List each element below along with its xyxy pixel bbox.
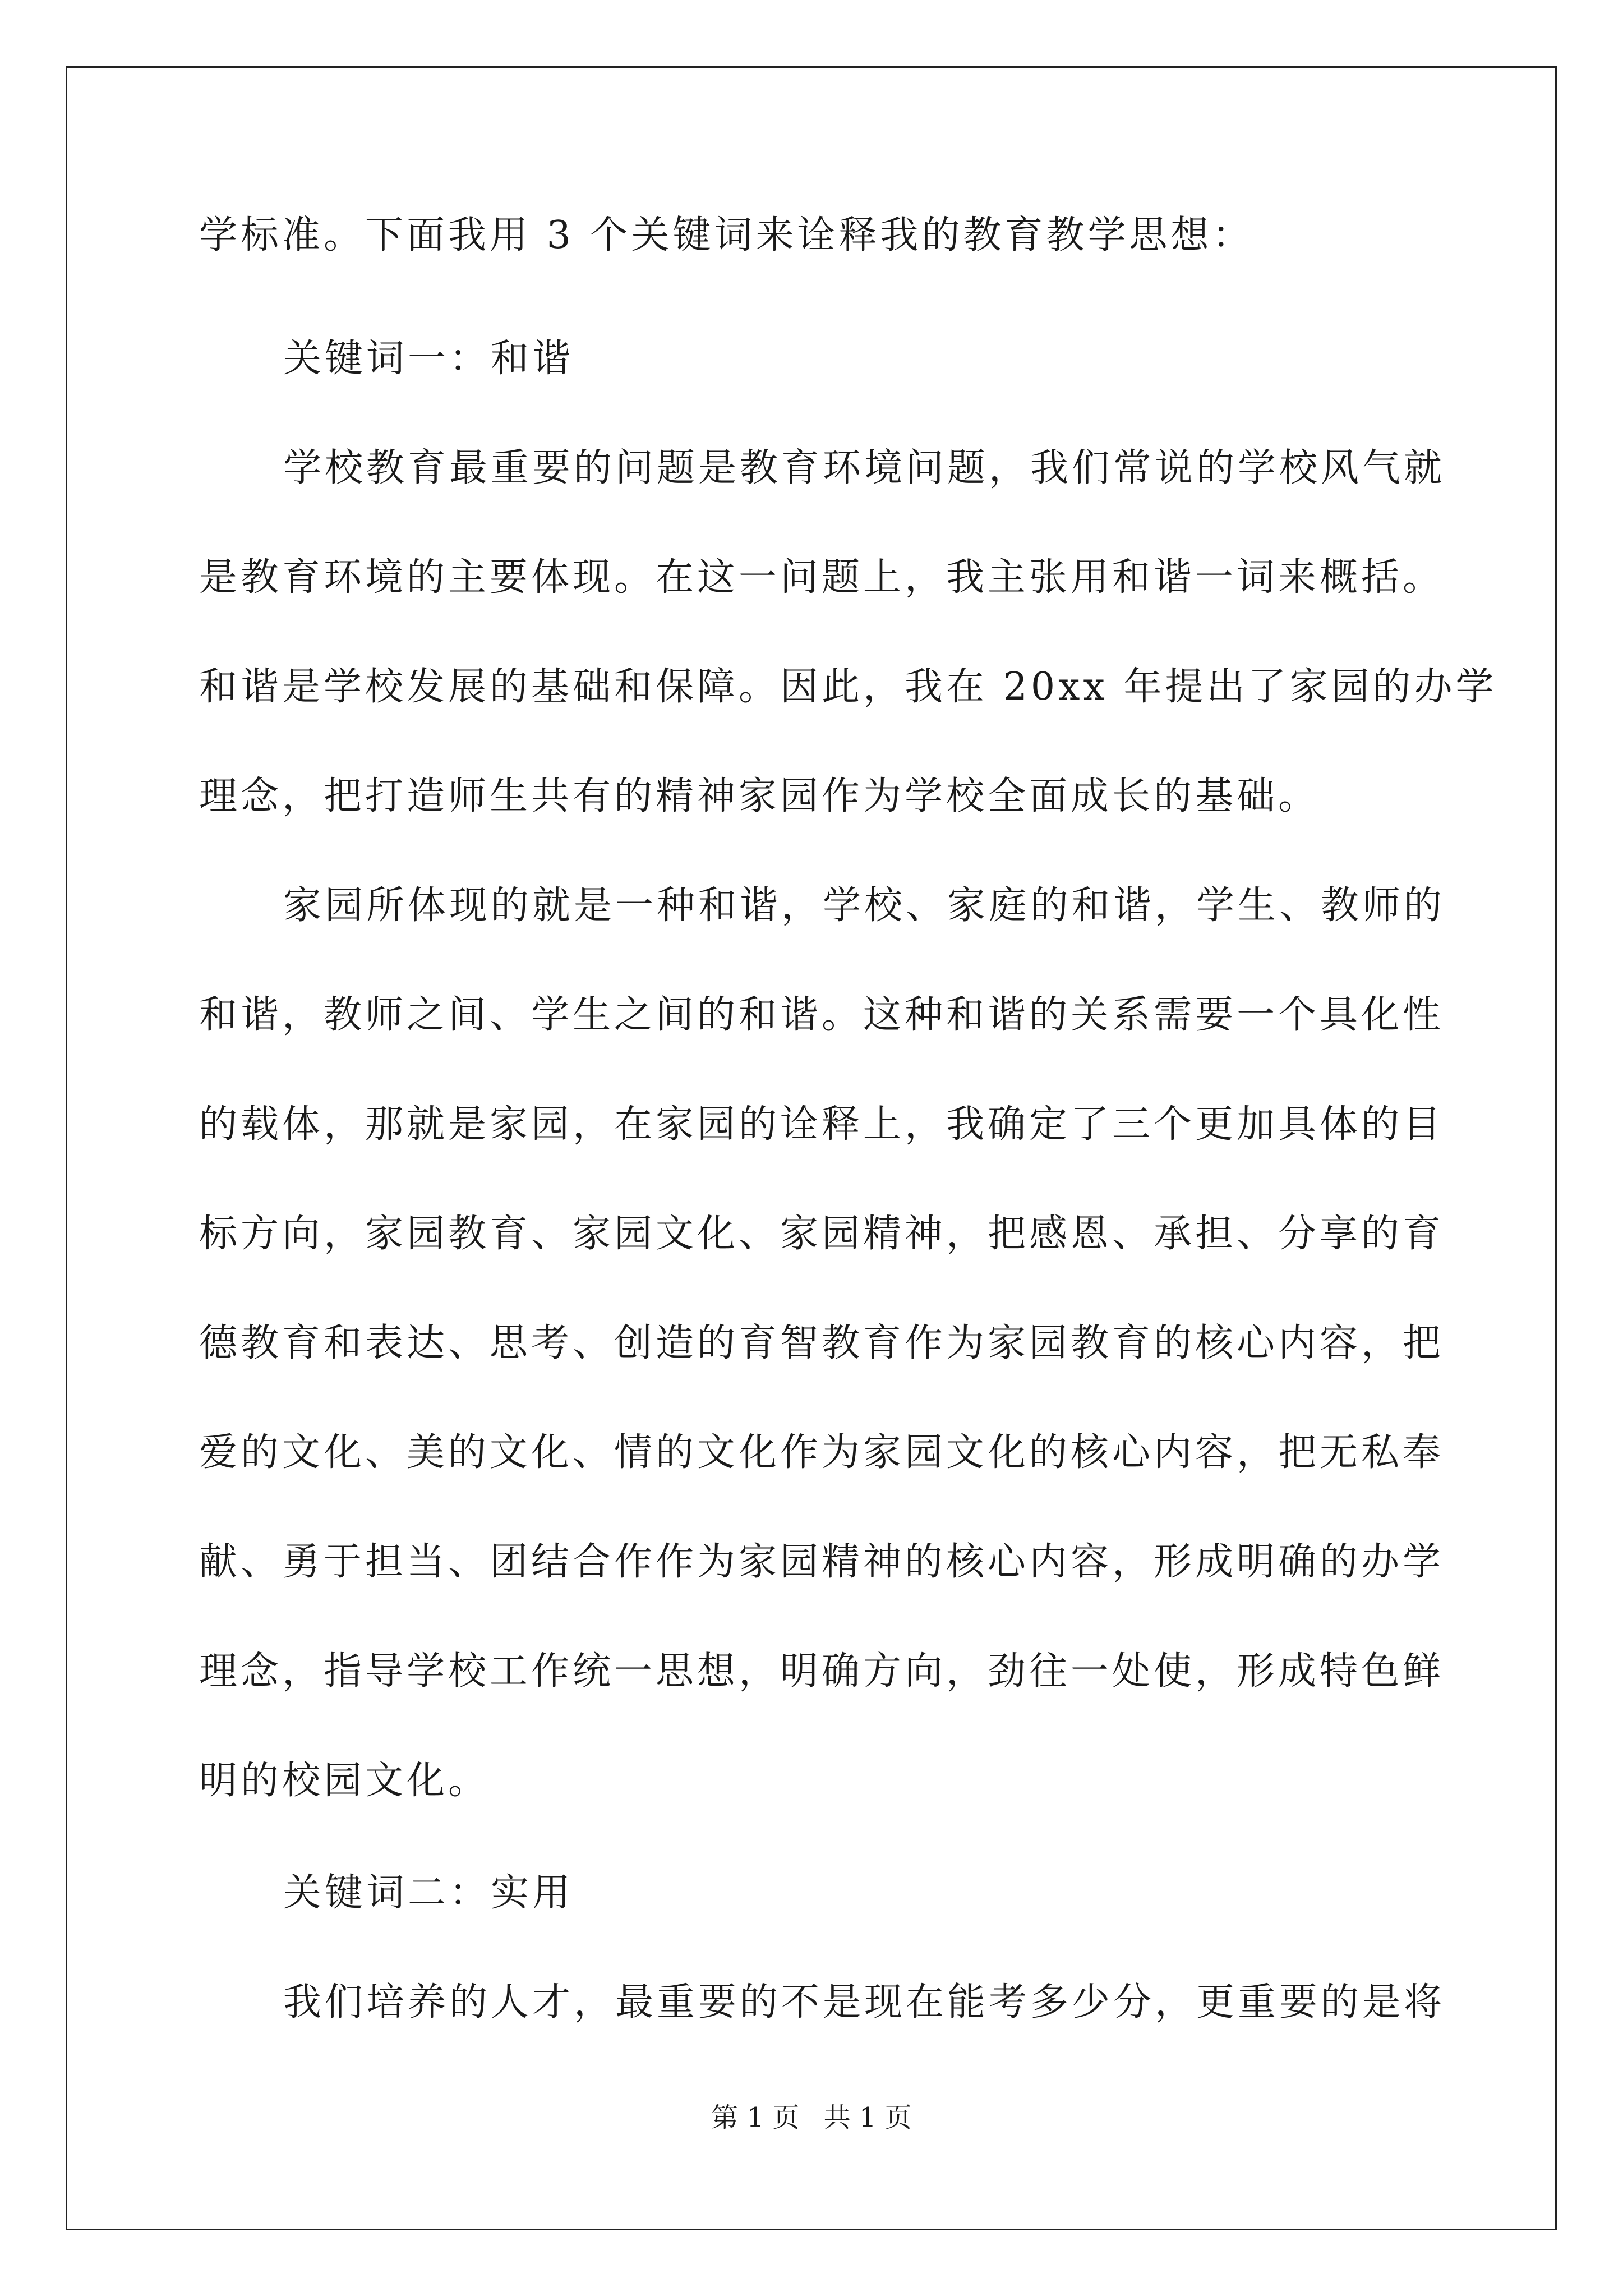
text-line: 爱的文化、美的文化、情的文化作为家园文化的核心内容，把无私奉 [199,1430,1445,1475]
text-line: 家园所体现的就是一种和谐，学校、家庭的和谐，学生、教师的 [283,884,1446,928]
text-line: 明的校园文化。 [199,1759,490,1803]
text-line: 和谐，教师之间、学生之间的和谐。这种和谐的关系需要一个具化性 [199,993,1445,1037]
text-line: 理念，指导学校工作统一思想，明确方向，劲往一处使，形成特色鲜 [199,1649,1445,1694]
text-line: 我们培养的人才，最重要的不是现在能考多少分，更重要的是将 [283,1980,1446,2024]
text-line: 学校教育最重要的问题是教育环境问题，我们常说的学校风气就 [283,446,1446,490]
text-line: 标方向，家园教育、家园文化、家园精神，把感恩、承担、分享的育 [199,1212,1445,1256]
text-line: 的载体，那就是家园，在家园的诠释上，我确定了三个更加具体的目 [199,1102,1445,1147]
text-line: 献、勇于担当、团结合作作为家园精神的核心内容，形成明确的办学 [199,1540,1445,1584]
text-line: 是教育环境的主要体现。在这一问题上，我主张用和谐一词来概括。 [199,555,1445,600]
text-line: 和谐是学校发展的基础和保障。因此，我在 20xx 年提出了家园的办学 [199,665,1497,709]
text-line: 德教育和表达、思考、创造的育智教育作为家园教育的核心内容，把 [199,1321,1445,1365]
page-total: 共 1 页 [823,2102,912,2133]
page-footer [0,2101,1623,2134]
page-number: 第 1 页 [711,2102,800,2133]
keyword-heading-1: 关键词一：和谐 [283,337,574,381]
text-line: 学标准。下面我用 3 个关键词来诠释我的教育教学思想： [199,213,1254,257]
text-line: 理念，把打造师生共有的精神家园作为学校全面成长的基础。 [199,774,1320,818]
keyword-heading-2: 关键词二：实用 [283,1871,574,1915]
